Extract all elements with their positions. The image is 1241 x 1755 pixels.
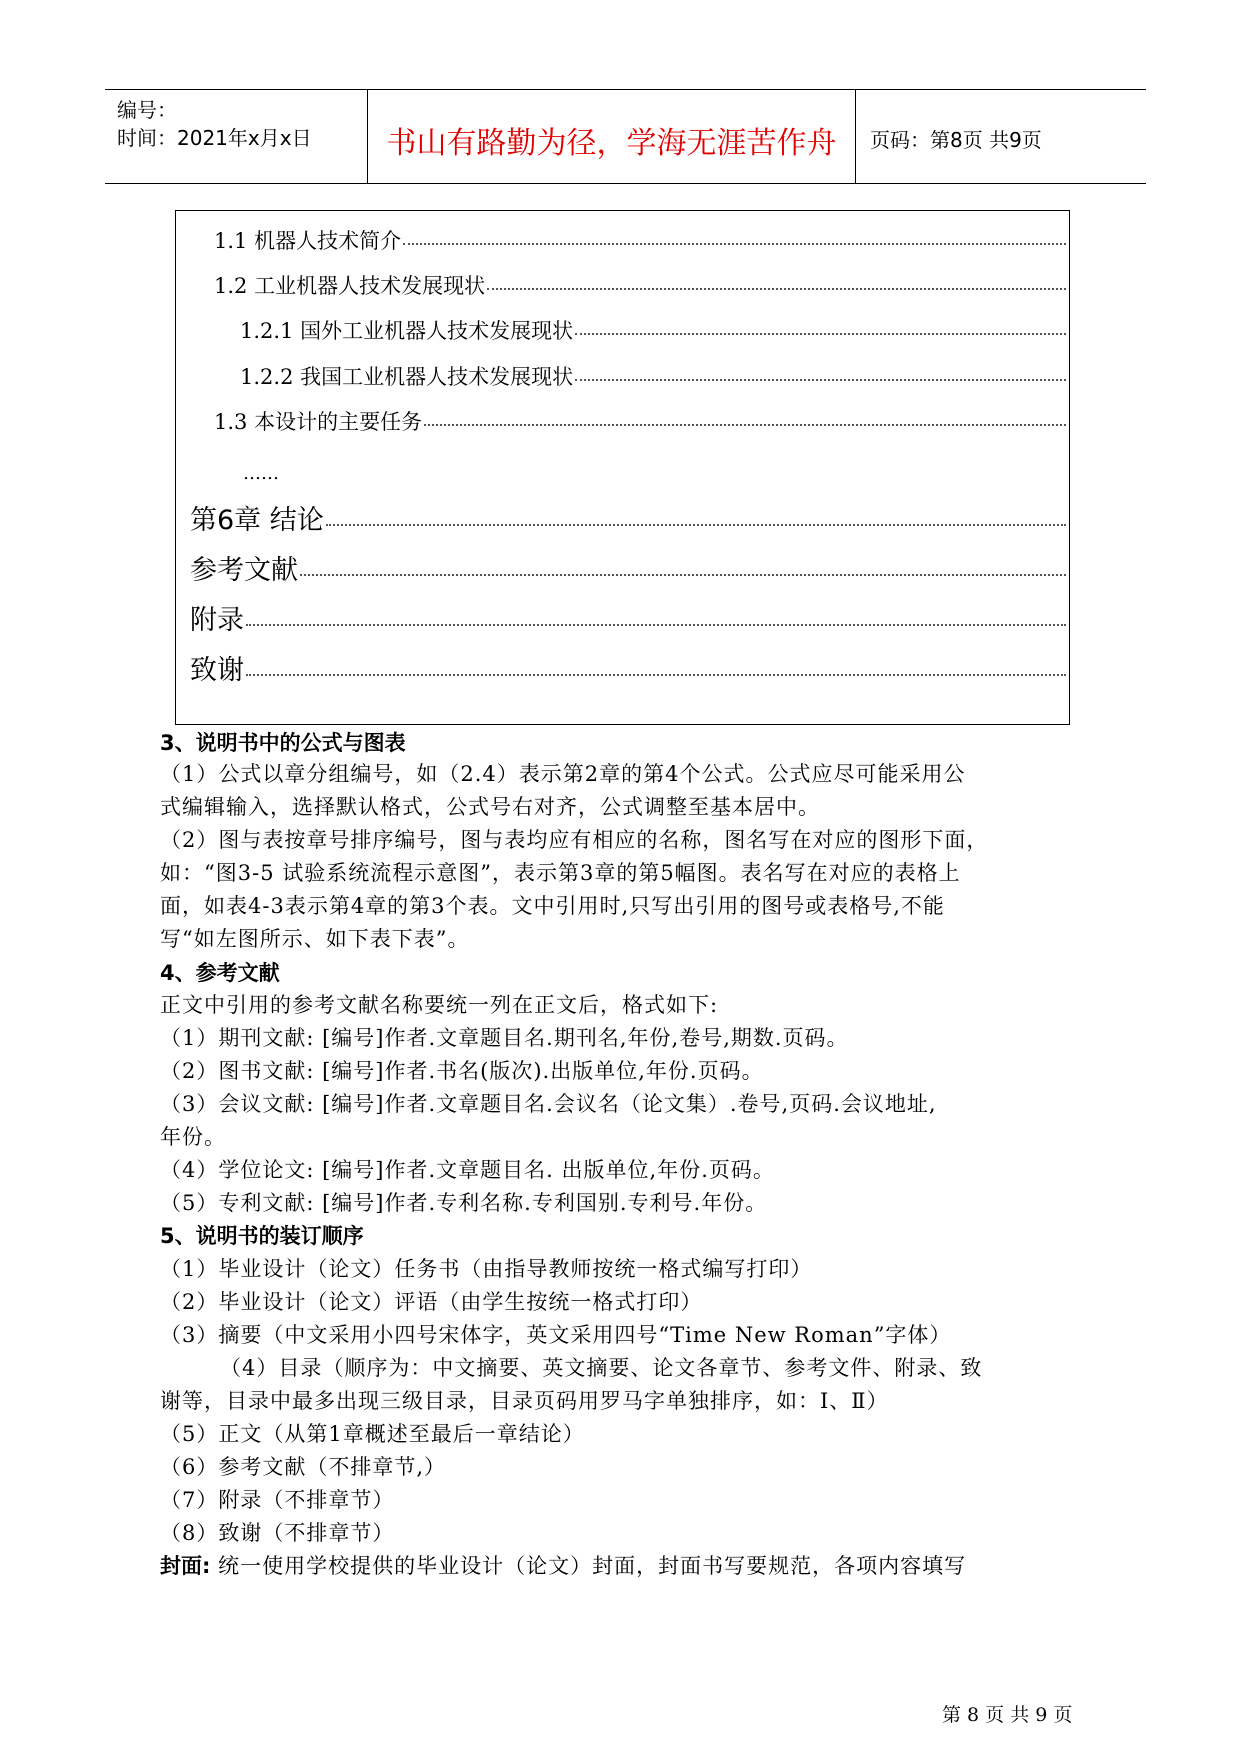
body-line: （2）图书文献: [编号]作者.书名(版次).出版单位,年份.页码。 — [160, 1059, 764, 1083]
section-heading: 4、参考文献 — [160, 961, 280, 985]
header-middle-cell — [368, 90, 856, 183]
toc-item — [240, 315, 1066, 345]
body-line: 式编辑输入，选择默认格式，公式号右对齐，公式调整至基本居中。 — [160, 795, 820, 819]
body-line: （2）图与表按章号排序编号，图与表均应有相应的名称，图名写在对应的图形下面， — [160, 828, 989, 852]
body-line: （5）正文（从第1章概述至最后一章结论） — [160, 1422, 585, 1446]
body-line: 谢等，目录中最多出现三级目录，目录页码用罗马字单独排序，如：Ⅰ、Ⅱ） — [160, 1389, 889, 1413]
toc-chapter-text: 第6章 结论 — [190, 505, 324, 536]
toc-item — [240, 361, 1066, 391]
cover-line — [160, 1550, 966, 1580]
number-label: 编号： — [117, 98, 177, 122]
body-line: 如：“图3-5 试验系统流程示意图”，表示第3章的第5幅图。表名写在对应的表格上 — [160, 861, 961, 885]
toc-leader-dots — [487, 288, 1066, 290]
toc-item-text: 1.2.2 我国工业机器人技术发展现状 — [240, 365, 574, 389]
toc-chapter — [190, 548, 1066, 587]
toc-leader-dots — [326, 524, 1066, 526]
page-header — [105, 89, 1146, 184]
body-line: （4）学位论文: [编号]作者.文章题目名. 出版单位,年份.页码。 — [160, 1158, 775, 1182]
body-line: 正文中引用的参考文献名称要统一列在正文后，格式如下: — [160, 993, 719, 1017]
body-line: （7）附录（不排章节） — [160, 1488, 395, 1512]
toc-chapter — [190, 598, 1066, 637]
body-line: 年份。 — [160, 1125, 226, 1149]
body-line: （2）毕业设计（论文）评语（由学生按统一格式打印） — [160, 1290, 703, 1314]
header-page-info: 页码：第8页 共9页 — [870, 128, 1042, 152]
page-footer: 第 8 页 共 9 页 — [942, 1704, 1073, 1726]
body-line: （5）专利文献: [编号]作者.专利名称.专利国别.专利号.年份。 — [160, 1191, 768, 1215]
toc-chapter-text: 致谢 — [190, 655, 244, 686]
toc-leader-dots — [246, 674, 1066, 676]
cover-label: 封面: — [160, 1554, 211, 1578]
toc-leader-dots — [246, 624, 1066, 626]
body-line: （1）毕业设计（论文）任务书（由指导教师按统一格式编写打印） — [160, 1257, 813, 1281]
toc-item — [214, 270, 1066, 300]
toc-leader-dots — [575, 333, 1066, 335]
toc-item — [214, 406, 1066, 436]
cover-text: 统一使用学校提供的毕业设计（论文）封面，封面书写要规范，各项内容填写 — [210, 1554, 967, 1578]
toc-chapter-text: 参考文献 — [190, 555, 298, 586]
body-line: （3）摘要（中文采用小四号宋体字，英文采用四号“Time New Roman”字体） — [160, 1323, 952, 1347]
header-left-cell — [105, 90, 368, 183]
toc-item-text: 1.1 机器人技术简介 — [214, 229, 402, 253]
body-line: （1）期刊文献: [编号]作者.文章题目名.期刊名,年份,卷号,期数.页码。 — [160, 1026, 849, 1050]
body-line: 面，如表4-3表示第4章的第3个表。文中引用时,只写出引用的图号或表格号,不能 — [160, 894, 945, 918]
body-line: （8）致谢（不排章节） — [160, 1521, 395, 1545]
toc-leader-dots — [300, 574, 1066, 576]
body-line: （6）参考文献（不排章节,） — [160, 1455, 447, 1479]
toc-chapter-text: 附录 — [190, 605, 244, 636]
toc-leader-dots — [403, 243, 1066, 245]
toc-chapter — [190, 648, 1066, 687]
toc-item-text: 1.3 本设计的主要任务 — [214, 410, 423, 434]
toc-leader-dots — [424, 424, 1066, 426]
time-label: 时间：2021年x月x日 — [117, 126, 312, 150]
body-line: （3）会议文献: [编号]作者.文章题目名.会议名（论文集）.卷号,页码.会议地址, — [160, 1092, 937, 1116]
toc-example-box — [175, 210, 1070, 725]
toc-item-text: 1.2 工业机器人技术发展现状 — [214, 274, 486, 298]
section-heading: 3、说明书中的公式与图表 — [160, 731, 406, 755]
toc-leader-dots — [575, 379, 1066, 381]
toc-item-text: 1.2.1 国外工业机器人技术发展现状 — [240, 319, 574, 343]
toc-chapter — [190, 498, 1066, 537]
section-heading: 5、说明书的装订顺序 — [160, 1224, 364, 1248]
toc-item — [214, 225, 1066, 255]
body-line: （4）目录（顺序为：中文摘要、英文摘要、论文各章节、参考文件、附录、致 — [220, 1356, 983, 1380]
motto: 书山有路勤为径，学海无涯苦作舟 — [386, 126, 837, 161]
body-line: 写“如左图所示、如下表下表”。 — [160, 927, 470, 951]
toc-ellipsis: …… — [243, 463, 279, 484]
header-right-cell — [856, 90, 1146, 183]
body-line: （1）公式以章分组编号，如（2.4）表示第2章的第4个公式。公式应尽可能采用公 — [160, 762, 966, 786]
